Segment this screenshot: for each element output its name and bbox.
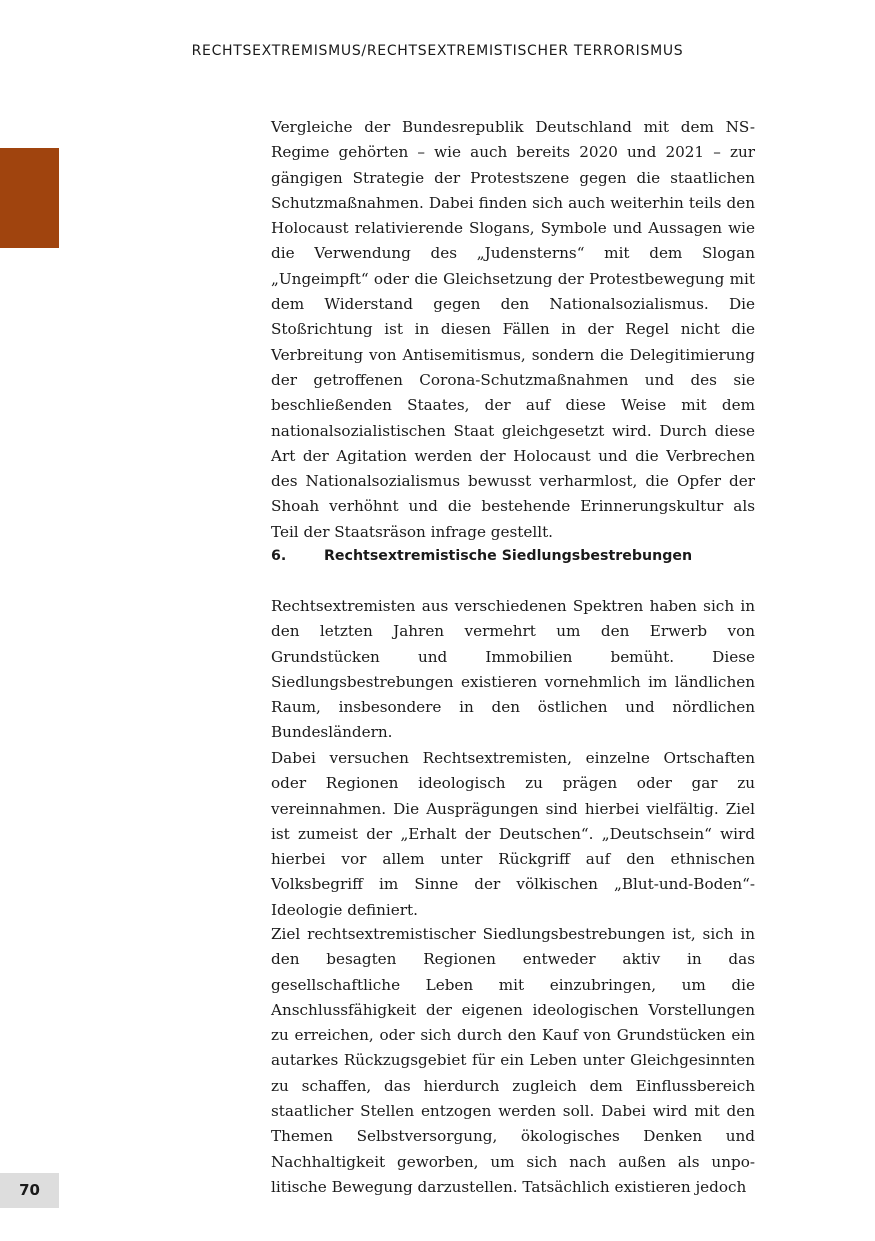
body-paragraph: Dabei versuchen Rechtsextremisten, einzelne Ortschaften oder Regionen ideologisch zu prägen oder gar zu vereinnahmen. Die Ausprägungen sind hierbei vielfältig. Ziel ist zumeist der „Erhalt der Deutschen“. „Deutschsein“ wird hierbei vor allem unter Rückgriff auf den ethnischen Volksbegriff im Sinne der völkischen „Blut-und-Boden“-Ideologie definiert. [271, 749, 755, 919]
section-title: Rechtsextremistische Siedlungsbestrebungen [324, 548, 693, 564]
body-paragraph: Ziel rechtsextremistischer Siedlungsbestrebungen ist, sich in den besagten Regionen entweder aktiv in das gesellschaftliche Leben mit einzubringen, um die Anschlussfähigkeit der eigenen ideologischen Vorstellungen zu erreichen, oder sich durch den Kauf von Grundstücken ein autarkes Rückzugsgebiet für ein Leben unter Gleichgesinnten zu schaffen, das hierdurch zugleich dem Einflussbereich staatlicher Stellen entzogen werden soll. Dabei wird mit den Themen Selbstversorgung, ökologisches Denken und Nachhaltigkeit geworben, um sich nach außen als unpolitische Bewegung darzustellen. Tatsächlich existieren jedoch [271, 925, 755, 1196]
page-number: 70 [19, 1181, 40, 1199]
page-number-box [0, 1173, 59, 1208]
section-number: 6. [271, 548, 287, 564]
section-heading [271, 545, 755, 567]
running-header: RECHTSEXTREMISMUS/RECHTSEXTREMISTISCHER TERRORISMUS [191, 43, 684, 59]
chapter-side-tab [0, 148, 59, 248]
body-paragraph: Vergleiche der Bundesrepublik Deutschland mit dem NS-Regime gehörten – wie auch bereits 2020 und 2021 – zur gängigen Strategie der Protestszene gegen die staatlichen Schutzmaßnahmen. Dabei finden sich auch weiterhin teils den Holocaust relativierende Slogans, Symbole und Aussagen wie die Verwendung des „Judensterns“ mit dem Slogan „Ungeimpft“ oder die Gleichsetzung der Protestbewegung mit dem Widerstand gegen den Nationalsozialismus. Die Stoßrichtung ist in diesen Fällen in der Regel nicht die Verbreitung von Antisemitismus, sondern die Delegitimierung der getroffenen Corona-Schutzmaßnahmen und des sie beschließenden Staates, der auf diese Weise mit dem nationalsozialistischen Staat gleichgesetzt wird. Durch diese Art der Agitation werden der Holocaust und die Verbrechen des Nationalsozialismus bewusst verharmlost, die Opfer der Shoah verhöhnt und die bestehende Erinnerungskultur als Teil der Staatsräson infrage gestellt. [271, 118, 755, 541]
body-paragraph: Rechtsextremisten aus verschiedenen Spektren haben sich in den letzten Jahren vermehrt um den Erwerb von Grundstücken und Immobilien bemüht. Diese Siedlungsbestrebungen existieren vornehmlich im ländlichen Raum, insbesondere in den östlichen und nördlichen Bundesländern. [271, 597, 755, 742]
